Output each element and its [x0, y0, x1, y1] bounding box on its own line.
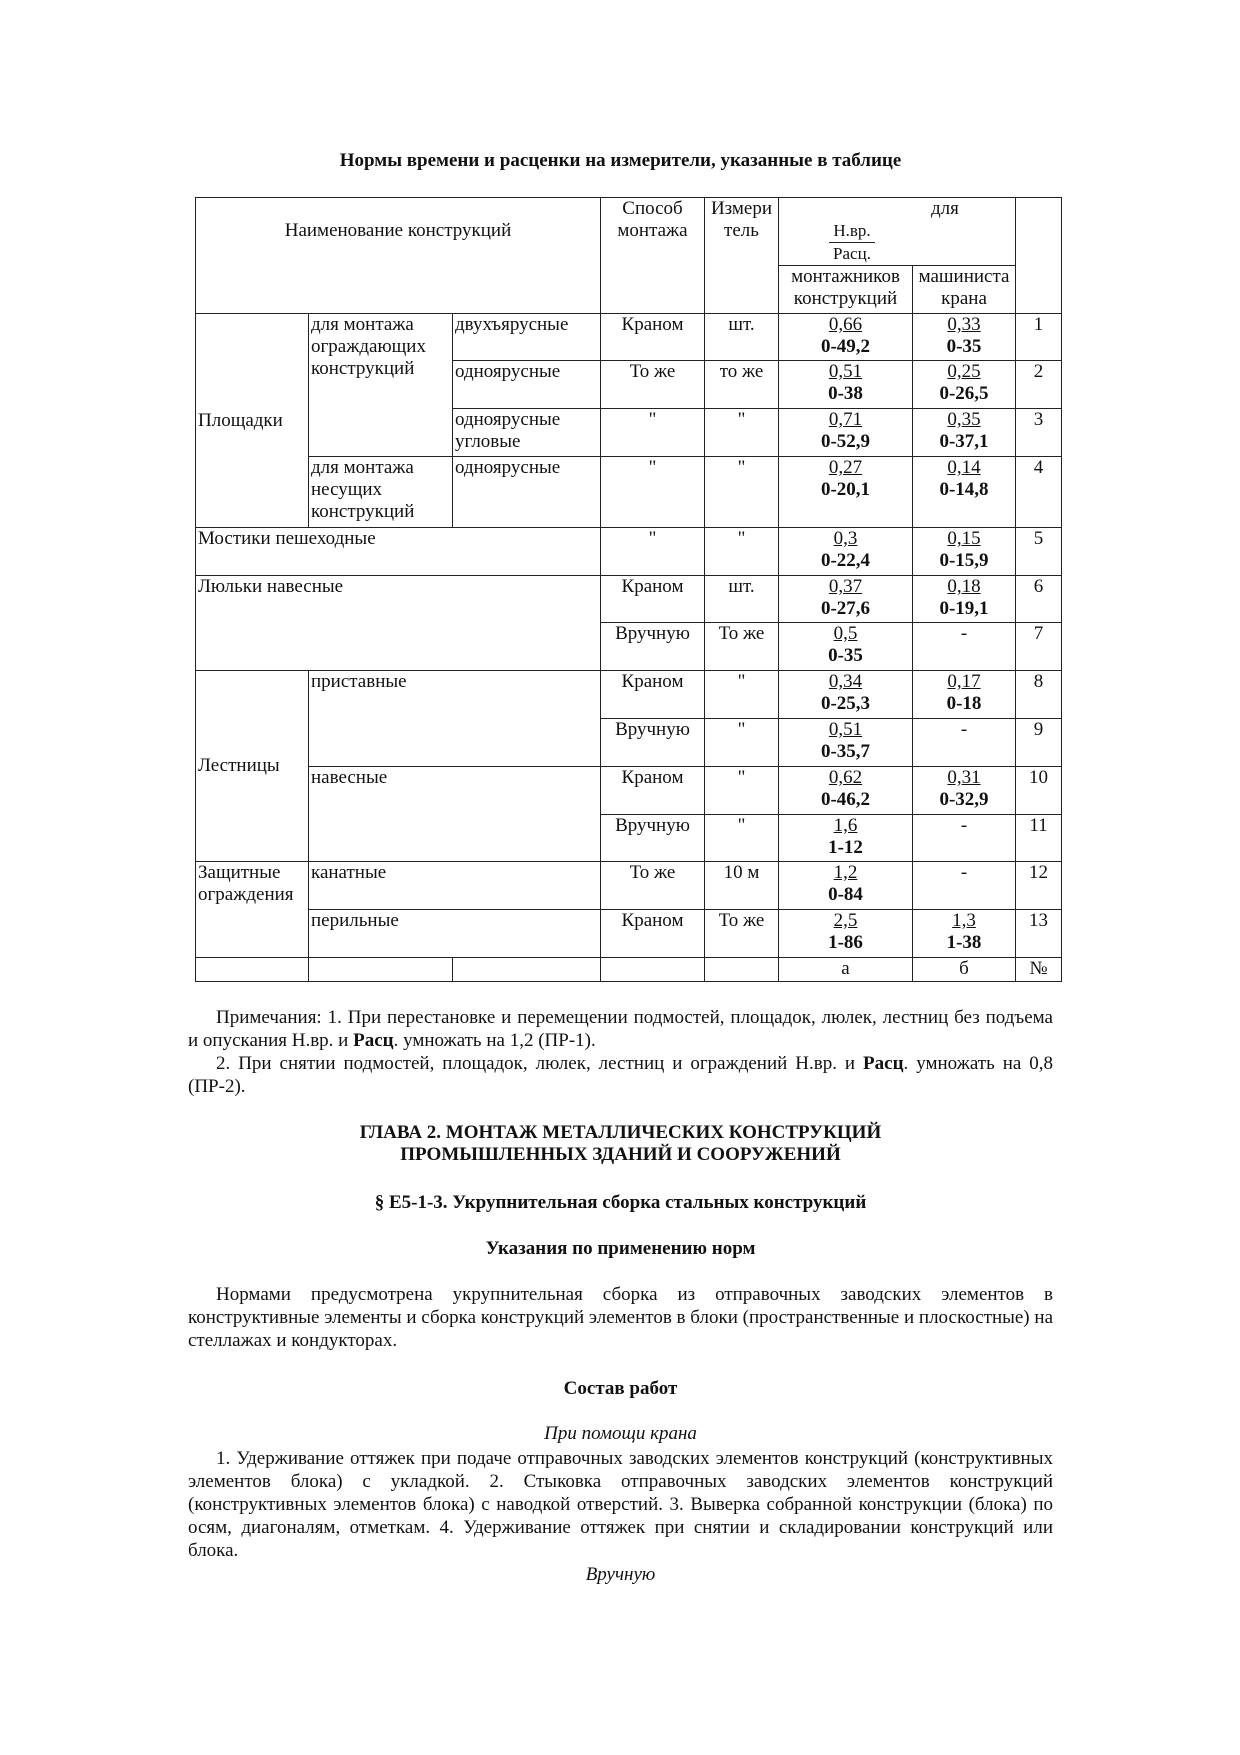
group-platforms: Площадки	[196, 314, 309, 528]
subtype: одноярусные	[453, 361, 601, 409]
guidance-title: Указания по применению норм	[485, 1238, 756, 1259]
row-installers-value: 0,5 0-35	[779, 623, 913, 671]
row-crane-value: 0,17 0-18	[913, 671, 1016, 719]
group-for-bearing: для монтажа несущих конструкций	[309, 457, 453, 528]
row-method: Краном	[601, 314, 705, 361]
row-unit: "	[705, 671, 779, 719]
norms-table	[195, 197, 1062, 982]
row-method: "	[601, 457, 705, 528]
footer-empty	[705, 958, 779, 982]
row-crane-value: 0,35 0-37,1	[913, 409, 1016, 457]
crane-subtitle: При помощи крана	[544, 1423, 697, 1444]
notes	[188, 1006, 1053, 1098]
header-method: Способ монтажа	[601, 198, 705, 314]
row-crane-value: -	[913, 719, 1016, 767]
group-for-enclosing: для монтажа ограждающих конструкций	[309, 314, 453, 457]
footer-empty	[601, 958, 705, 982]
manual-subtitle: Вручную	[585, 1564, 656, 1585]
note-2: 2. При снятии подмостей, площадок, люлек, лестниц и ограждений Н.вр. и Расц. умножать на 0,8 (ПР-2).	[188, 1053, 1053, 1097]
header-installers: монтажников конструкций	[779, 266, 913, 314]
guidance-text: Нормами предусмотрена укрупнительная сборка из отправочных заводских элементов в конструктивные элементы и сборка конструкций элементов в блоки (пространственные и плоскостные) на стеллажах и кондукторах.	[188, 1284, 1053, 1351]
row-number: 6	[1016, 576, 1062, 623]
group-stairs: Лестницы	[196, 671, 309, 862]
group-railing: перильные	[309, 910, 601, 958]
section-title: § Е5-1-3. Укрупнительная сборка стальных конструкций	[374, 1192, 867, 1213]
row-installers-value: 0,62 0-46,2	[779, 767, 913, 815]
row-installers-value: 2,5 1-86	[779, 910, 913, 958]
footer-col-no: №	[1016, 958, 1062, 982]
footer-col-b: б	[913, 958, 1016, 982]
row-number: 4	[1016, 457, 1062, 528]
row-method: То же	[601, 862, 705, 910]
group-hanging: навесные	[309, 767, 601, 862]
row-crane-value: -	[913, 815, 1016, 862]
work-title: Состав работ	[563, 1378, 678, 1399]
row-installers-value: 0,34 0-25,3	[779, 671, 913, 719]
row-number: 13	[1016, 910, 1062, 958]
note-1: Примечания: 1. При перестановке и перемещении подмостей, площадок, люлек, лестниц без подъема и опускания Н.вр. и Расц. умножать на 1,2 (ПР-1).	[188, 1007, 1053, 1051]
crane-text: 1. Удерживание оттяжек при подаче отправочных заводских элементов конструкций (конструктивных элементов блока) с укладкой. 2. Стыковка отправочных заводских элементов конструкций (конструктивных элементов блока) с наводкой отверстий. 3. Выверка собранной конструкции (блока) по осям, диагоналям, отметкам. 4. Удерживание оттяжек при снятии и складировании конструкций или блока.	[188, 1448, 1053, 1561]
subtype: одноярусные	[453, 457, 601, 528]
group-cradles: Люльки навесные	[196, 576, 601, 671]
row-number: 11	[1016, 815, 1062, 862]
group-bridges: Мостики пешеходные	[196, 528, 601, 576]
row-crane-value: 0,31 0-32,9	[913, 767, 1016, 815]
row-number: 12	[1016, 862, 1062, 910]
subtype: одноярусные угловые	[453, 409, 601, 457]
header-empty	[1016, 198, 1062, 314]
row-number: 1	[1016, 314, 1062, 361]
row-method: То же	[601, 361, 705, 409]
row-unit: 10 м	[705, 862, 779, 910]
row-unit: "	[705, 815, 779, 862]
row-number: 2	[1016, 361, 1062, 409]
row-installers-value: 0,71 0-52,9	[779, 409, 913, 457]
row-crane-value: 0,14 0-14,8	[913, 457, 1016, 528]
footer-empty	[196, 958, 309, 982]
row-method: "	[601, 528, 705, 576]
row-number: 7	[1016, 623, 1062, 671]
row-unit: "	[705, 767, 779, 815]
subtype: двухъярусные	[453, 314, 601, 361]
group-attached: приставные	[309, 671, 601, 767]
crane-text-block	[188, 1447, 1053, 1562]
row-unit: "	[705, 528, 779, 576]
group-barriers: Защитные ограждения	[196, 862, 309, 958]
row-crane-value: 0,33 0-35	[913, 314, 1016, 361]
chapter-heading: ГЛАВА 2. МОНТАЖ МЕТАЛЛИЧЕСКИХ КОНСТРУКЦИЙ ПРОМЫШЛЕННЫХ ЗДАНИЙ И СООРУЖЕНИЙ	[359, 1122, 882, 1165]
row-number: 10	[1016, 767, 1062, 815]
row-method: Краном	[601, 910, 705, 958]
row-crane-value: 0,15 0-15,9	[913, 528, 1016, 576]
row-unit: шт.	[705, 576, 779, 623]
row-unit: "	[705, 719, 779, 767]
row-crane-value: 1,3 1-38	[913, 910, 1016, 958]
row-unit: "	[705, 457, 779, 528]
row-installers-value: 0,66 0-49,2	[779, 314, 913, 361]
header-name: Наименование конструкций	[196, 198, 601, 314]
table-title: Нормы времени и расценки на измерители, указанные в таблице	[339, 150, 902, 171]
row-unit: то же	[705, 361, 779, 409]
row-method: "	[601, 409, 705, 457]
row-unit: шт.	[705, 314, 779, 361]
row-installers-value: 1,6 1-12	[779, 815, 913, 862]
row-method: Вручную	[601, 815, 705, 862]
row-unit: То же	[705, 910, 779, 958]
row-method: Краном	[601, 671, 705, 719]
header-crane-op: машиниста крана	[913, 266, 1016, 314]
row-installers-value: 0,37 0-27,6	[779, 576, 913, 623]
row-number: 8	[1016, 671, 1062, 719]
row-installers-value: 0,51 0-35,7	[779, 719, 913, 767]
header-for: для $\frac{Н.вр.}{\text{Расц.}}$	[779, 198, 1016, 266]
row-crane-value: 0,25 0-26,5	[913, 361, 1016, 409]
row-method: Краном	[601, 767, 705, 815]
row-installers-value: 0,27 0-20,1	[779, 457, 913, 528]
row-number: 5	[1016, 528, 1062, 576]
row-method: Краном	[601, 576, 705, 623]
row-unit: То же	[705, 623, 779, 671]
row-crane-value: 0,18 0-19,1	[913, 576, 1016, 623]
row-installers-value: 1,2 0-84	[779, 862, 913, 910]
guidance-text-block	[188, 1283, 1053, 1352]
row-number: 3	[1016, 409, 1062, 457]
row-method: Вручную	[601, 623, 705, 671]
row-installers-value: 0,51 0-38	[779, 361, 913, 409]
footer-empty	[309, 958, 453, 982]
row-number: 9	[1016, 719, 1062, 767]
footer-empty	[453, 958, 601, 982]
row-crane-value: -	[913, 862, 1016, 910]
row-installers-value: 0,3 0-22,4	[779, 528, 913, 576]
row-crane-value: -	[913, 623, 1016, 671]
row-method: Вручную	[601, 719, 705, 767]
row-unit: "	[705, 409, 779, 457]
footer-col-a: а	[779, 958, 913, 982]
header-unit: Измери тель	[705, 198, 779, 314]
header-fraction: $\frac{Н.вр.}{\text{Расц.}}$	[829, 220, 874, 265]
group-rope: канатные	[309, 862, 601, 910]
